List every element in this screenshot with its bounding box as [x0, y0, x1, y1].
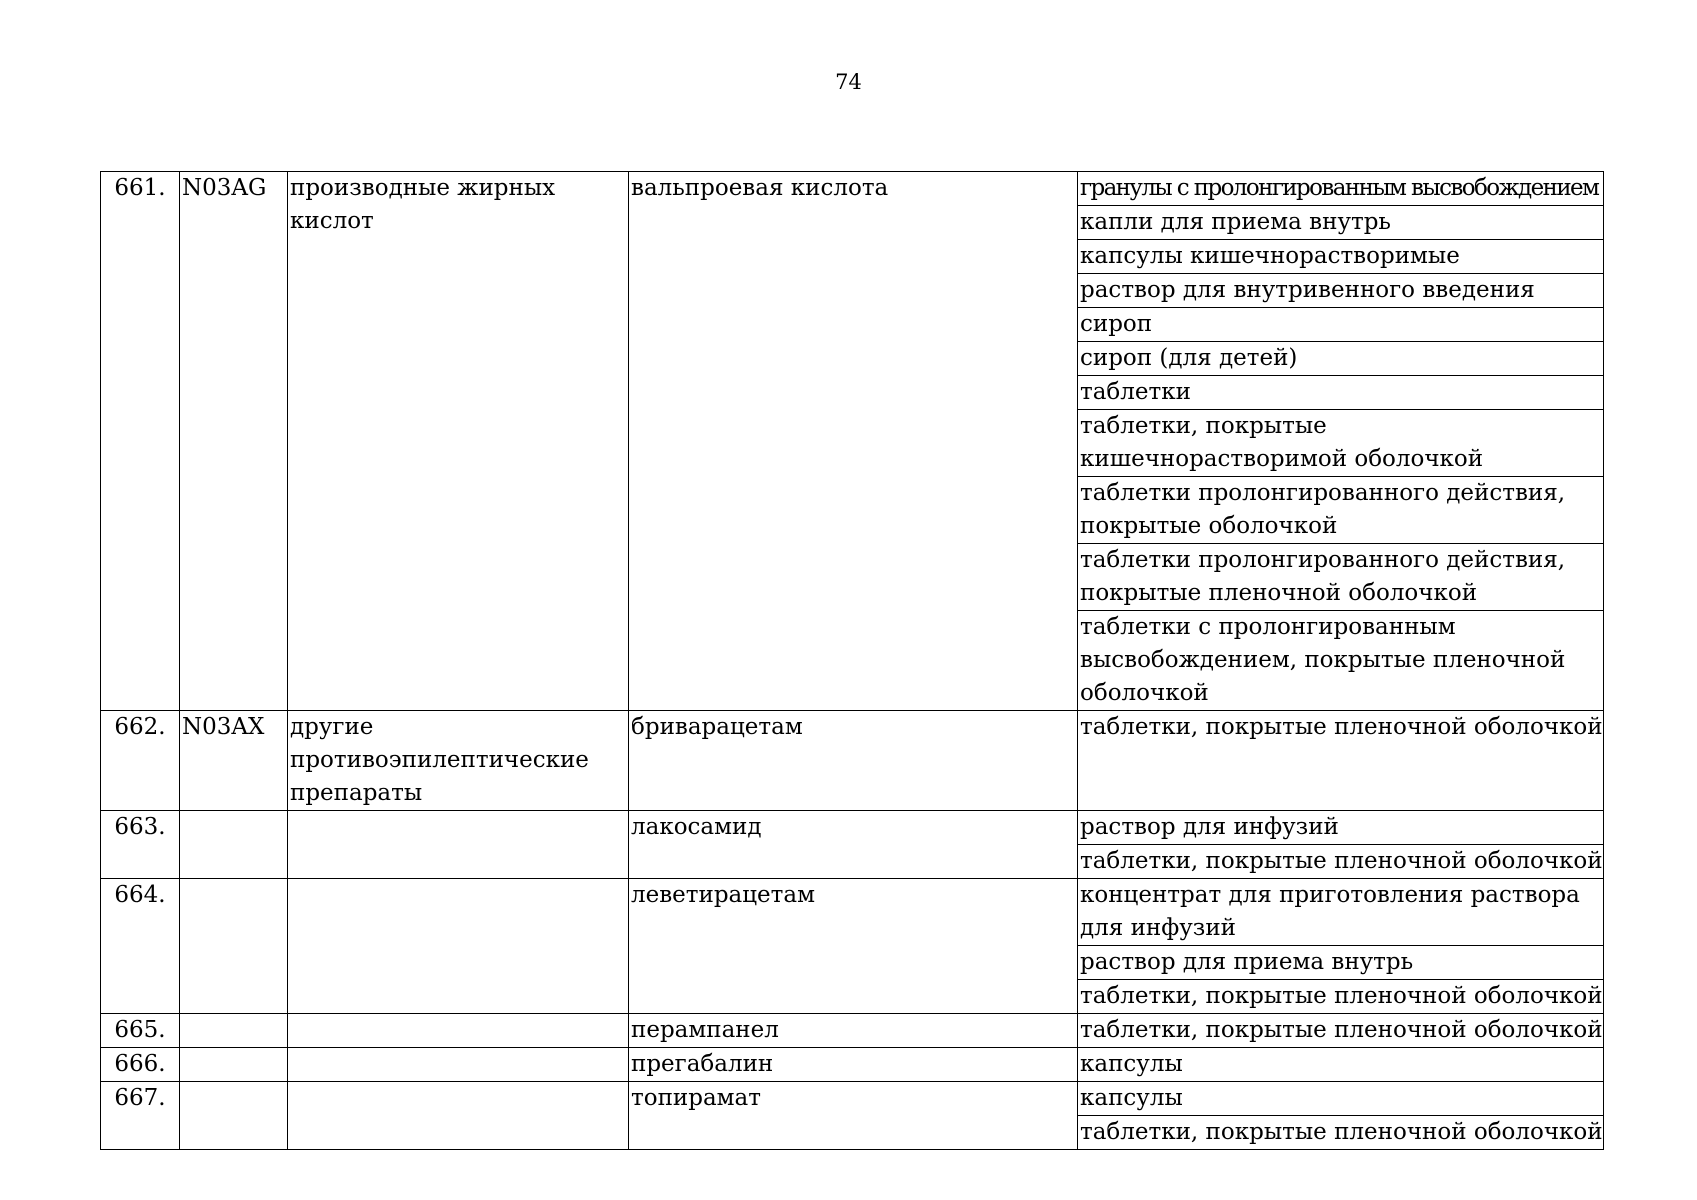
drug-name: перампанел	[629, 1014, 1078, 1048]
atc-group: другие противоэпилептические препараты	[288, 711, 629, 811]
dosage-form: таблетки, покрытые кишечнорастворимой оболочкой	[1078, 410, 1604, 477]
table-row	[101, 879, 1604, 946]
dosage-form: таблетки, покрытые пленочной оболочкой	[1078, 1014, 1604, 1048]
table-row	[101, 811, 1604, 845]
dosage-form: таблетки, покрытые пленочной оболочкой	[1078, 980, 1604, 1014]
atc-code: N03AX	[180, 711, 288, 811]
atc-group	[288, 1082, 629, 1150]
dosage-form: таблетки пролонгированного действия, покрытые пленочной оболочкой	[1078, 544, 1604, 611]
dosage-form	[1078, 172, 1604, 206]
atc-group	[288, 879, 629, 1014]
table-row	[101, 1048, 1604, 1082]
dosage-form: капсулы	[1078, 1048, 1604, 1082]
dosage-form: таблетки пролонгированного действия, покрытые оболочкой	[1078, 477, 1604, 544]
dosage-form: сироп (для детей)	[1078, 342, 1604, 376]
table-row	[101, 172, 1604, 206]
dosage-form: капсулы	[1078, 1082, 1604, 1116]
atc-code	[180, 1048, 288, 1082]
row-number: 663.	[101, 811, 180, 879]
dosage-form: раствор для приема внутрь	[1078, 946, 1604, 980]
dosage-form: таблетки, покрытые пленочной оболочкой	[1078, 845, 1604, 879]
table-row	[101, 1014, 1604, 1048]
drug-name: бриварацетам	[629, 711, 1078, 811]
atc-code	[180, 811, 288, 879]
dosage-form: раствор для внутривенного введения	[1078, 274, 1604, 308]
atc-code: N03AG	[180, 172, 288, 711]
drug-table	[100, 171, 1604, 1150]
row-number: 665.	[101, 1014, 180, 1048]
atc-group	[288, 1048, 629, 1082]
atc-group	[288, 811, 629, 879]
atc-code	[180, 1014, 288, 1048]
page-number: 74	[835, 70, 862, 94]
drug-name: леветирацетам	[629, 879, 1078, 1014]
atc-group	[288, 1014, 629, 1048]
dosage-form: концентрат для приготовления раствора для инфузий	[1078, 879, 1604, 946]
drug-name: прегабалин	[629, 1048, 1078, 1082]
dosage-form: таблетки	[1078, 376, 1604, 410]
drug-name: вальпроевая кислота	[629, 172, 1078, 711]
atc-code	[180, 1082, 288, 1150]
dosage-form: таблетки, покрытые пленочной оболочкой	[1078, 711, 1604, 811]
row-number: 661.	[101, 172, 180, 711]
table-row	[101, 711, 1604, 811]
row-number: 662.	[101, 711, 180, 811]
table-row	[101, 1082, 1604, 1116]
dosage-form: капли для приема внутрь	[1078, 206, 1604, 240]
drug-name: лакосамид	[629, 811, 1078, 879]
drug-name: топирамат	[629, 1082, 1078, 1150]
atc-group: производные жирных кислот	[288, 172, 629, 711]
row-number: 664.	[101, 879, 180, 1014]
dosage-form: сироп	[1078, 308, 1604, 342]
row-number: 666.	[101, 1048, 180, 1082]
dosage-form: капсулы кишечнорастворимые	[1078, 240, 1604, 274]
dosage-form: таблетки с пролонгированным высвобождением, покрытые пленочной оболочкой	[1078, 611, 1604, 711]
dosage-form: раствор для инфузий	[1078, 811, 1604, 845]
dosage-form-text: гранулы с пролонгированным высвобождением	[1080, 175, 1599, 201]
atc-code	[180, 879, 288, 1014]
dosage-form: таблетки, покрытые пленочной оболочкой	[1078, 1116, 1604, 1150]
row-number: 667.	[101, 1082, 180, 1150]
